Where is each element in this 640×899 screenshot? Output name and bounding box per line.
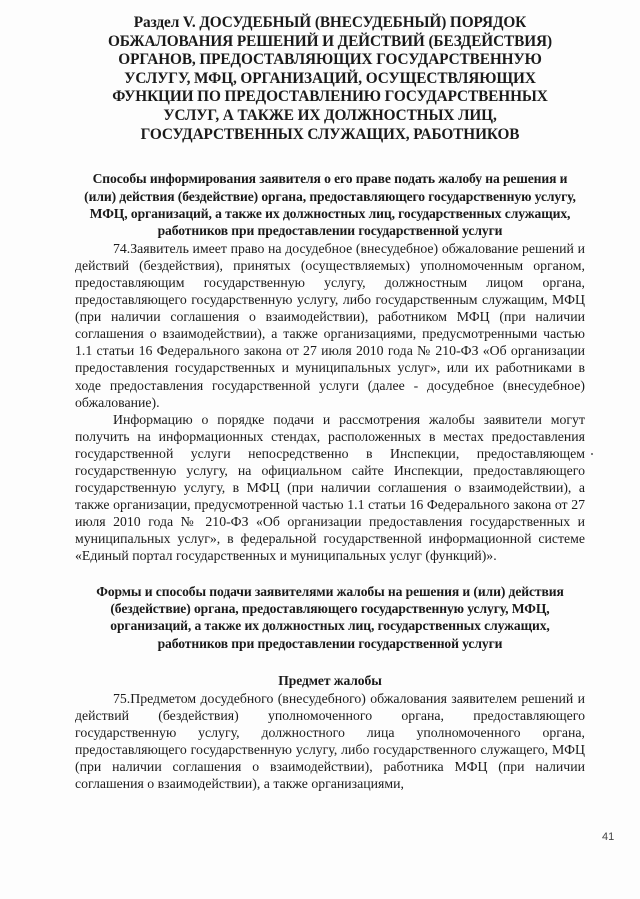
subheading-informing: Способы информирования заявителя о его праве подать жалобу на решения и (или) действия (бездействие) органа, предоставляющего государственную услугу, МФЦ, организаций, а также их должностных лиц, государственных служащих, работников при предоставлении государственной услуги <box>84 171 576 239</box>
paragraph-information: Информацию о порядке подачи и рассмотрения жалобы заявители могут получить на информационных стендах, расположенных в местах предоставления государственной услуги непосредственно в Инспекции, предоставляющем государственную услугу, на официальном сайте Инспекции, предоставляющего государственную услугу, в МФЦ (при наличии соглашения о взаимодействии), а также организации, предусмотренной частью 1.1 статьи 16 Федерального закона от 27 июля 2010 года № 210-ФЗ «Об организации предоставления государственных и муниципальных услуг», в федеральной государственной информационной системе «Единый портал государственных и муниципальных услуг (функций)». <box>75 411 585 564</box>
document-body <box>75 14 585 792</box>
scan-speck <box>591 453 593 455</box>
paragraph-74: 74.Заявитель имеет право на досудебное (внесудебное) обжалование решений и действий (бездействия), принятых (осуществляемых) уполномоченным органом, предоставляющим государственную услугу, должностным лицом органа, предоставляющего государственную услугу, либо государственным служащим, МФЦ (при наличии соглашения о взаимодействии), работником МФЦ (при наличии соглашения о взаимодействии), а также организациями, предусмотренными частью 1.1 статьи 16 Федерального закона от 27 июля 2010 года № 210-ФЗ «Об организации предоставления государственных и муниципальных услуг», или их работниками в ходе предоставления государственной услуги (далее - досудебное (внесудебное) обжалование). <box>75 240 585 410</box>
paragraph-75: 75.Предметом досудебного (внесудебного) обжалования заявителем решений и действий (бездействия) уполномоченного органа, предоставляющего государственную услугу, должностного лица уполномоченного органа, предоставляющего государственную услугу, либо государственного служащего, МФЦ (при наличии соглашения о взаимодействии), работника МФЦ (при наличии соглашения о взаимодействии), а также организациями, <box>75 690 585 792</box>
subheading-forms: Формы и способы подачи заявителями жалобы на решения и (или) действия (бездействие) органа, предоставляющего государственную услугу, МФЦ, организаций, а также их должностных лиц, государственных служащих, работников при предоставлении государственной услуги <box>96 583 564 651</box>
subheading-subject: Предмет жалобы <box>278 673 382 689</box>
section-title: Раздел V. ДОСУДЕБНЫЙ (ВНЕСУДЕБНЫЙ) ПОРЯДОК ОБЖАЛОВАНИЯ РЕШЕНИЙ И ДЕЙСТВИЙ (БЕЗДЕЙСТВИЯ) ОРГАНОВ, ПРЕДОСТАВЛЯЮЩИХ ГОСУДАРСТВЕННУЮ УСЛУГУ, МФЦ, ОРГАНИЗАЦИЙ, ОСУЩЕСТВЛЯЮЩИХ ФУНКЦИИ ПО ПРЕДОСТАВЛЕНИЮ ГОСУДАРСТВЕННЫХ УСЛУГ, А ТАКЖЕ ИХ ДОЛЖНОСТНЫХ ЛИЦ, ГОСУДАРСТВЕННЫХ СЛУЖАЩИХ, РАБОТНИКОВ <box>108 14 552 143</box>
page-number: 41 <box>602 831 615 843</box>
